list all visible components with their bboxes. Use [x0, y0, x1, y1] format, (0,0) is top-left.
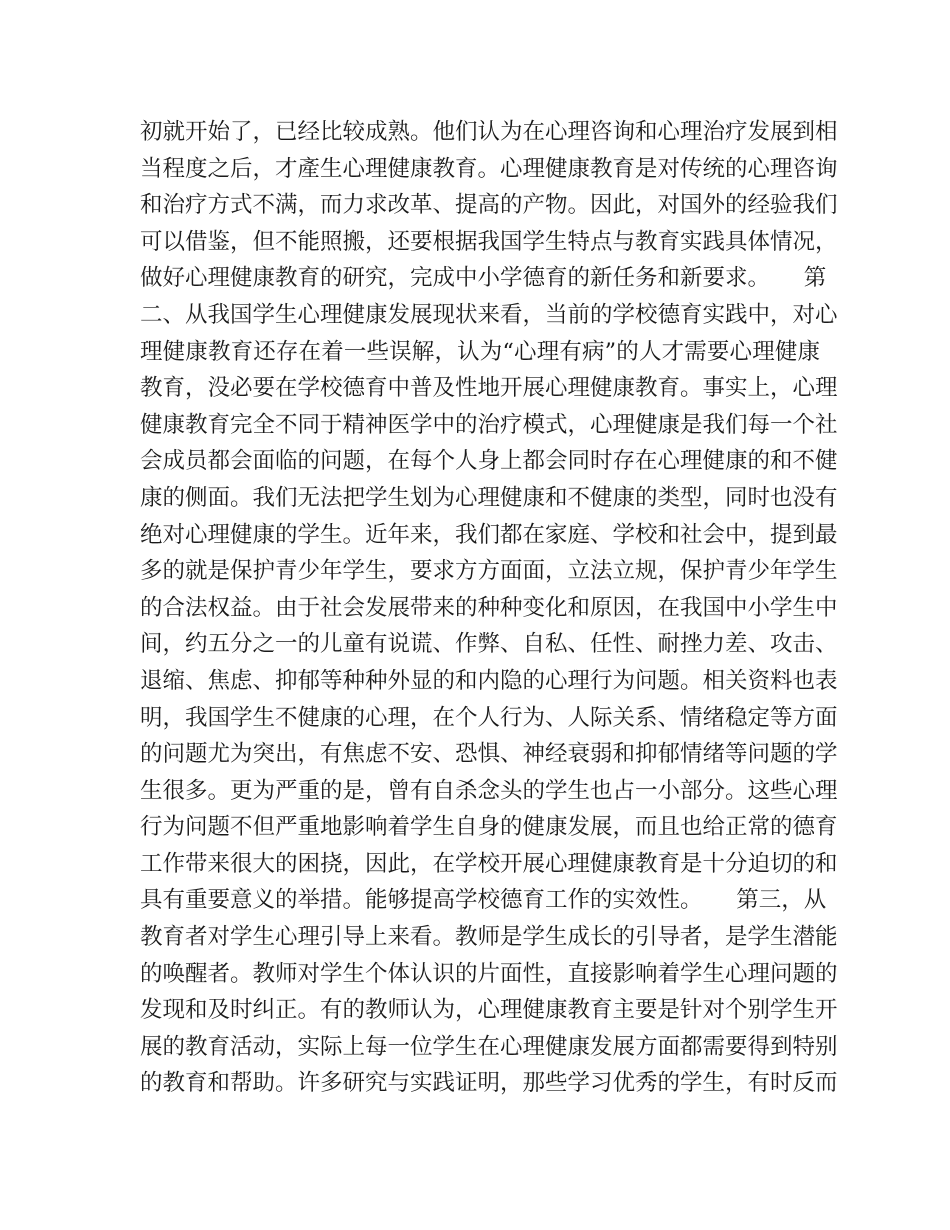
text-line: 教育者对学生心理引导上来看。教师是学生成长的引导者，是学生潜能 — [140, 924, 838, 951]
text-line: 理健康教育还存在着一些误解，认为“心理有病”的人才需要心理健康 — [140, 338, 820, 365]
text-line: 退缩、焦虑、抑郁等种种外显的和内隐的心理行为问题。相关资料也表 — [140, 667, 838, 694]
text-line: 做好心理健康教育的研究，完成中小学德育的新任务和新要求。 第 — [140, 265, 827, 292]
text-line: 二、从我国学生心理健康发展现状来看，当前的学校德育实践中，对心 — [140, 301, 838, 328]
text-line: 的唤醒者。教师对学生个体认识的片面性，直接影响着学生心理问题的 — [140, 960, 838, 987]
text-line: 明，我国学生不健康的心理，在个人行为、人际关系、情绪稳定等方面 — [140, 704, 838, 731]
text-line: 间，约五分之一的儿童有说谎、作弊、自私、任性、耐挫力差、攻击、 — [140, 631, 838, 658]
text-line: 发现和及时纠正。有的教师认为，心理健康教育主要是针对个别学生开 — [140, 997, 838, 1024]
text-line: 教育，没必要在学校德育中普及性地开展心理健康教育。事实上，心理 — [140, 375, 838, 402]
text-line: 当程度之后，才產生心理健康教育。心理健康教育是对传统的心理咨询 — [140, 155, 838, 182]
text-line: 行为问题不但严重地影响着学生自身的健康发展，而且也给正常的德育 — [140, 814, 838, 841]
text-line: 具有重要意义的举措。能够提高学校德育工作的实效性。 第三，从 — [140, 887, 827, 914]
text-line: 展的教育活动，实际上每一位学生在心理健康发展方面都需要得到特别 — [140, 1033, 838, 1060]
text-line: 可以借鉴，但不能照搬，还要根据我国学生特点与教育实践具体情况， — [140, 228, 838, 255]
text-line: 会成员都会面临的问题，在每个人身上都会同时存在心理健康的和不健 — [140, 448, 838, 475]
text-line: 和治疗方式不满，而力求改革、提高的产物。因此，对国外的经验我们 — [140, 192, 838, 219]
text-line: 多的就是保护青少年学生，要求方方面面，立法立规，保护青少年学生 — [140, 558, 838, 585]
text-line: 健康教育完全不同于精神医学中的治疗模式，心理健康是我们每一个社 — [140, 411, 838, 438]
text-line: 康的侧面。我们无法把学生划为心理健康和不健康的类型，同时也没有 — [140, 484, 838, 511]
text-line: 工作带来很大的困挠，因此，在学校开展心理健康教育是十分迫切的和 — [140, 850, 838, 877]
text-line: 的教育和帮助。许多研究与实践证明，那些学习优秀的学生，有时反而 — [140, 1070, 838, 1097]
text-line: 初就开始了，已经比较成熟。他们认为在心理咨询和心理治疗发展到相 — [140, 119, 838, 145]
text-line: 生很多。更为严重的是，曾有自杀念头的学生也占一小部分。这些心理 — [140, 777, 838, 804]
text-line: 的合法权益。由于社会发展带来的种种变化和原因，在我国中小学生中 — [140, 594, 838, 621]
text-line: 绝对心理健康的学生。近年来，我们都在家庭、学校和社会中，提到最 — [140, 521, 838, 548]
text-line: 的问题尤为突出，有焦虑不安、恐惧、神经衰弱和抑郁情绪等问题的学 — [140, 741, 838, 768]
body-text — [140, 114, 838, 1102]
